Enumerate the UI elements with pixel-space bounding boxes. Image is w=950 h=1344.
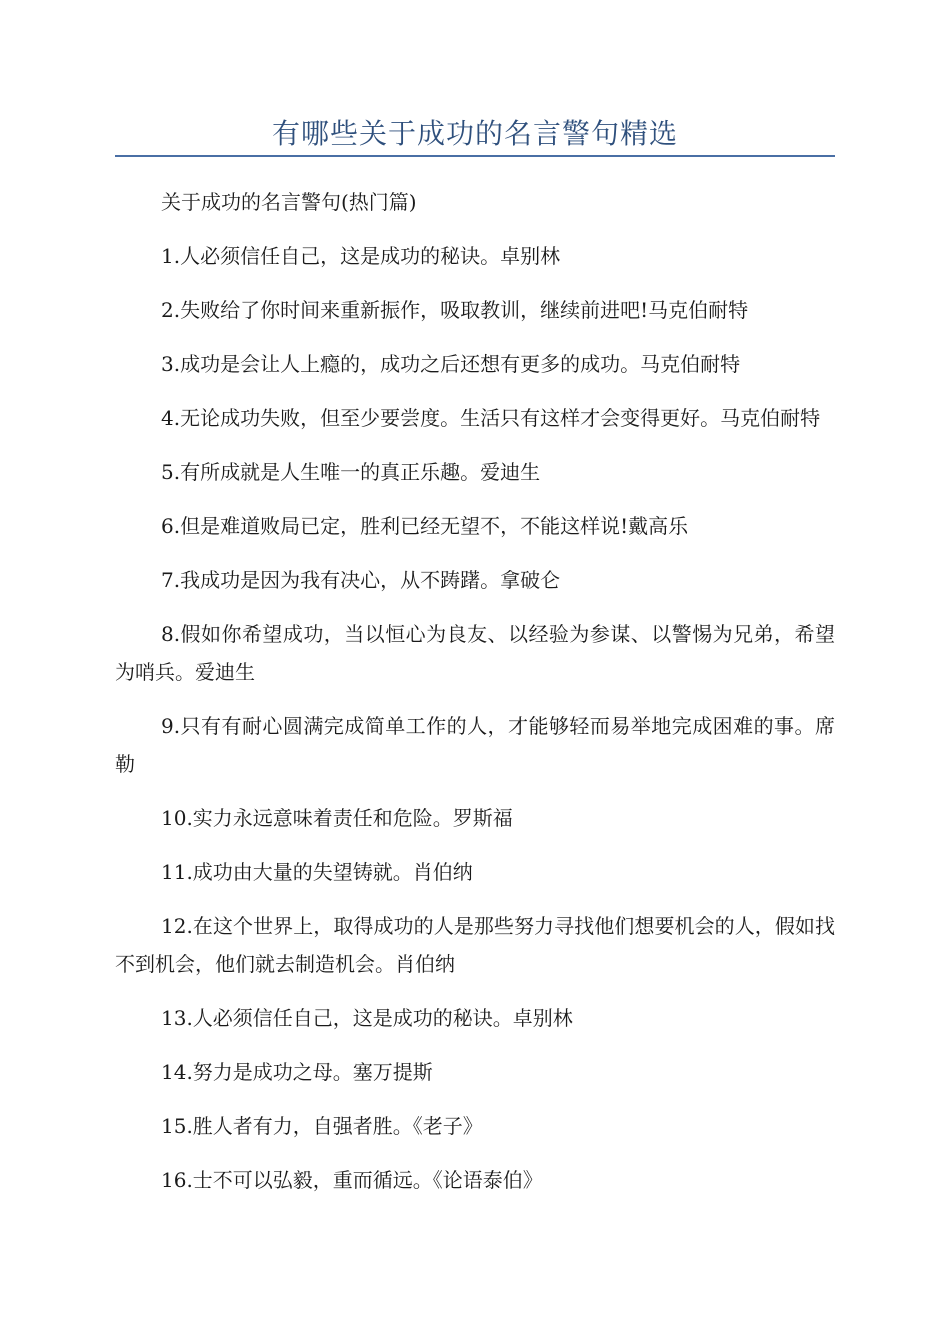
quote-item: 10.实力永远意味着责任和危险。罗斯福 — [161, 806, 513, 830]
quote-item: 3.成功是会让人上瘾的，成功之后还想有更多的成功。马克伯耐特 — [161, 352, 741, 376]
document-body — [115, 183, 835, 1199]
quote-item: 12.在这个世界上，取得成功的人是那些努力寻找他们想要机会的人，假如找不到机会，他们就去制造机会。肖伯纳 — [115, 914, 835, 976]
quote-item: 6.但是难道败局已定，胜利已经无望不，不能这样说!戴高乐 — [161, 514, 689, 538]
document-title: 有哪些关于成功的名言警句精选 — [271, 117, 678, 150]
quote-item: 1.人必须信任自己，这是成功的秘诀。卓别林 — [161, 244, 561, 268]
quote-item: 16.士不可以弘毅，重而循远。《论语泰伯》 — [161, 1168, 543, 1192]
quote-item: 7.我成功是因为我有决心，从不踌躇。拿破仑 — [161, 568, 561, 592]
section-heading: 关于成功的名言警句(热门篇) — [161, 190, 417, 214]
quote-item: 11.成功由大量的失望铸就。肖伯纳 — [161, 860, 473, 884]
quote-item: 2.失败给了你时间来重新振作，吸取教训，继续前进吧!马克伯耐特 — [161, 298, 749, 322]
quote-item: 15.胜人者有力，自强者胜。《老子》 — [161, 1114, 483, 1138]
quote-item: 5.有所成就是人生唯一的真正乐趣。爱迪生 — [161, 460, 541, 484]
quote-item: 8.假如你希望成功，当以恒心为良友、以经验为参谋、以警惕为兄弟，希望为哨兵。爱迪生 — [115, 622, 835, 684]
quote-item: 4.无论成功失败，但至少要尝度。生活只有这样才会变得更好。马克伯耐特 — [161, 406, 821, 430]
document-page — [115, 0, 835, 1215]
quote-item: 9.只有有耐心圆满完成简单工作的人，才能够轻而易举地完成困难的事。席勒 — [115, 714, 835, 776]
quote-item: 14.努力是成功之母。塞万提斯 — [161, 1060, 433, 1084]
quote-item: 13.人必须信任自己，这是成功的秘诀。卓别林 — [161, 1006, 573, 1030]
title-underline — [115, 155, 835, 157]
